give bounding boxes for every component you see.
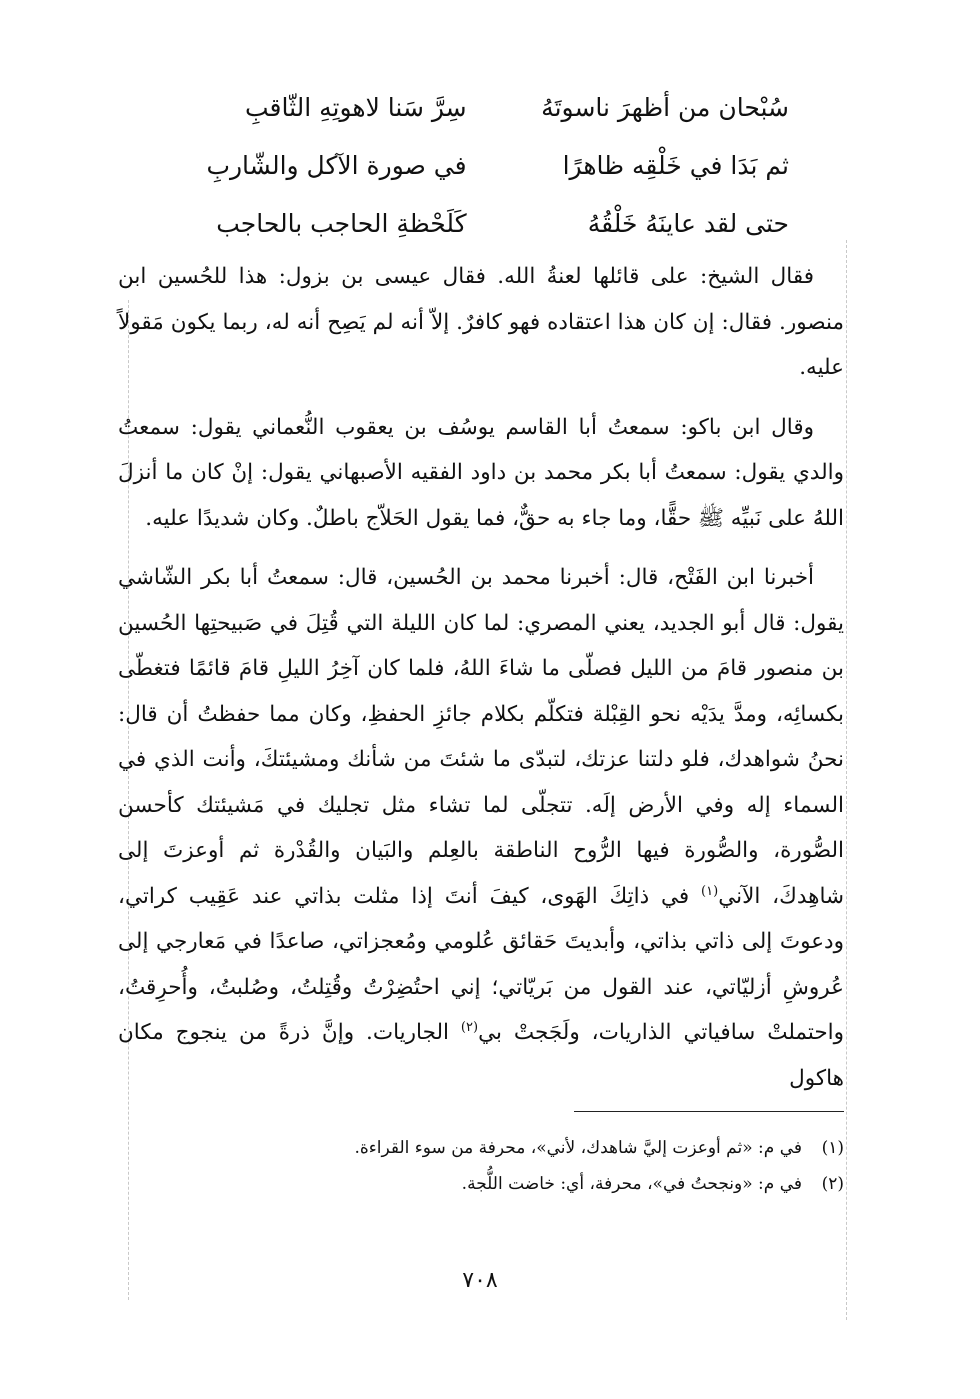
paragraph <box>118 405 844 542</box>
poem-block <box>169 78 789 252</box>
paragraph-text: أخبرنا ابن الفَتْح، قال: أخبرنا محمد بن الحُسين، قال: سمعتُ أبا بكر الشّاشي يقول: قال أبو الجديد، يعني المصري: لما كان الليلة التي قُتِلَ في صَبيحتِها الحُسين بن منصور قامَ من الليل فصلّى ما شاءَ اللهُ، فلما كان آخِرُ الليلِ قامَ قائمًا فتغطّى بكسائِه، ومدَّ يدَيْه نحو القِبْلة فتكلّم بكلام جائزِ الحفظِ، وكان مما حفظتُ أن قال: نحنُ شواهدك، فلو دلتنا عزتك، لتبدّى ما شئتَ من شأنك ومشيئتكَ، وأنت الذي في السماء إله وفي الأرض إلَه. تتجلّى لما تشاء مثل تجليك في مَشيئتك كأحسن الصُّورة، والصُّورة فيها الرُّوح الناطقة بالعِلم والبَيان والقُدْرة ثم أوعزتَ إلى شاهِدكَ، الآني <box>118 565 845 909</box>
verse-hemistich-second: في صورة الآكل والشّاربِ <box>206 150 467 180</box>
footnote <box>118 1166 844 1202</box>
footnote-text: في م: «ثم أوعزت إليَّ شاهدك، لأني»، محرفة من سوء القراءة. <box>354 1138 802 1158</box>
footnote-separator <box>574 1111 844 1112</box>
poem-verse <box>169 78 789 136</box>
footnote <box>118 1130 844 1166</box>
paragraph <box>118 555 844 1101</box>
footnote-ref[interactable]: (٢) <box>460 1019 479 1035</box>
paragraph-text: وقال ابن باكو: سمعتُ أبا القاسم يوسُف بن يعقوب النُّعماني يقول: سمعتُ والدي يقول: سمعتُ أبا بكر محمد بن داود الفقيه الأصبهاني يقول: إنْ كان ما أنزلَ اللهُ على نَبيِّه ﷺ حقًّا، وما جاء به حقٌّ، فما يقول الحَلاّج باطلٌ. وكان شديدًا عليه. <box>118 414 844 531</box>
poem-verse <box>169 194 789 252</box>
paragraph-text: في ذاتِكَ الهَوى، كيفَ أنتَ إذا مثلت بذاتي عند عَقِيب كراتي، ودعوتَ إلى ذاتي بذاتي، وأبديتَ حَقائق عُلومي ومُعجزاتي، صاعدًا في مَعارجي إلى عُروشِ أزليّاتي، عند القول من بَريّاتي؛ إني احتُضِرْتُ وقُتِلتُ، وصُلبتُ، وأُحرِقتُ، واحتملتْ سافياتي الذاريات، ولَجَجتْ بي <box>118 883 844 1045</box>
verse-hemistich-first: سُبْحان من أظهرَ ناسوتَهُ <box>541 92 789 122</box>
document-page <box>118 78 844 1202</box>
verse-hemistich-second: سِرَّ سَنا لاهوتِهِ الثّاقبِ <box>244 92 467 122</box>
paragraph-text: فقال الشيخ: على قائلها لعنةُ الله. فقال عيسى بن بزول: هذا للحُسين ابن منصور. فقال: إن كان هذا اعتقاده فهو كافرٌ. إلاّ أنه لم يَصِح أنه له، ربما يكون مَقولاً عليه. <box>118 264 844 380</box>
verse-hemistich-first: حتى لقد عاينَهُ خَلْقُهُ <box>587 208 789 238</box>
footnote-number: (١) <box>821 1138 844 1158</box>
verse-hemistich-first: ثم بَدَا في خَلْقِه ظاهرًا <box>562 150 789 180</box>
paragraph <box>118 254 844 391</box>
footnote-number: (٢) <box>821 1174 844 1194</box>
footnote-text: في م: «ونجحتُ في»، محرفة، أي: خاضت اللُّجة. <box>461 1174 802 1194</box>
footnotes <box>118 1130 844 1202</box>
paragraph-text: الجاريات. وإنَّ ذرةً من ينجوج مكان هاكول <box>118 1020 844 1091</box>
page-number: ٧٠٨ <box>462 1268 498 1293</box>
verse-hemistich-second: كَلَحْظةِ الحاجب بالحاجب <box>216 208 467 238</box>
poem-verse <box>169 136 789 194</box>
footnote-ref[interactable]: (١) <box>701 883 719 899</box>
scan-margin-line <box>846 240 847 1320</box>
